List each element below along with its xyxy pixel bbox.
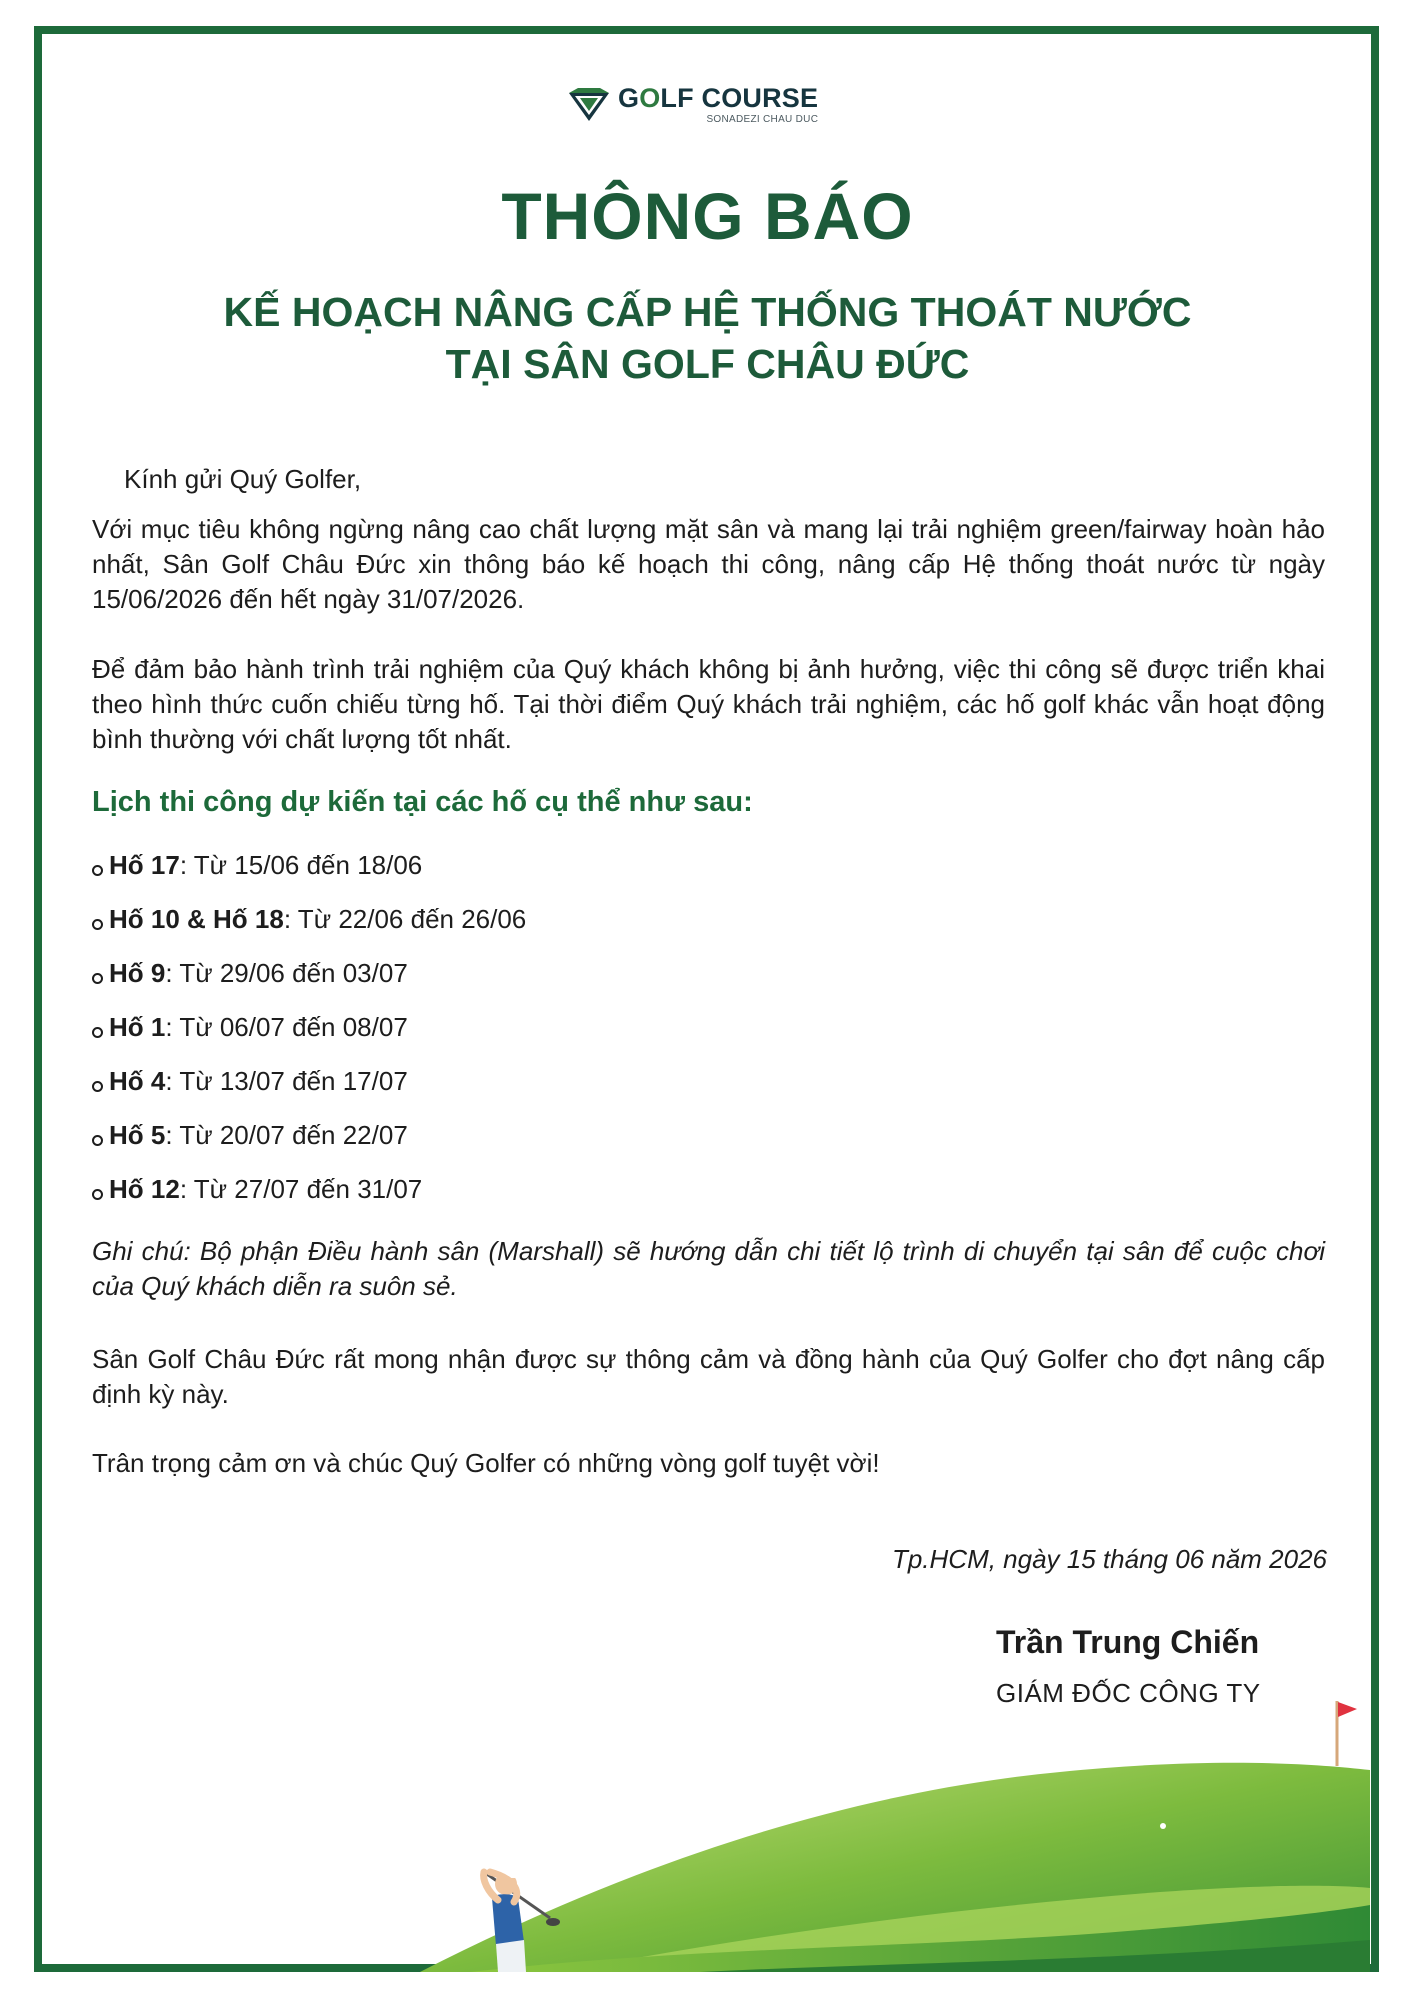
bullet-icon bbox=[92, 973, 103, 984]
signer-title: GIÁM ĐỐC CÔNG TY bbox=[996, 1678, 1261, 1708]
bullet-icon bbox=[92, 919, 103, 930]
golf-landscape-illustration bbox=[0, 1700, 1415, 2000]
paragraph-method: Để đảm bảo hành trình trải nghiệm của Quý khách không bị ảnh hưởng, việc thi công sẽ được triển khai theo hình thức cuốn chiếu từng hố. Tại thời điểm Quý khách trải nghiệm, các hố golf khác vẫn hoạt động bình thường với chất lượng tốt nhất. bbox=[92, 654, 1325, 754]
paragraph-intro: Với mục tiêu không ngừng nâng cao chất lượng mặt sân và mang lại trải nghiệm green/fairway hoàn hảo nhất, Sân Golf Châu Đức xin thông báo kế hoạch thi công, nâng cấp Hệ thống thoát nước từ ngày 15/06/2026 đến hết ngày 31/07/2026. bbox=[92, 514, 1325, 614]
notice-subtitle bbox=[0, 286, 1415, 390]
logo-subtitle: SONADEZI CHAU DUC bbox=[706, 114, 819, 125]
schedule-item: Hố 12 : Từ 27/07 đến 31/07 bbox=[92, 1162, 526, 1216]
schedule-item: Hố 17 : Từ 15/06 đến 18/06 bbox=[92, 838, 526, 892]
bullet-icon bbox=[92, 865, 103, 876]
schedule-item: Hố 1 : Từ 06/07 đến 08/07 bbox=[92, 1000, 526, 1054]
schedule-item: Hố 10 & Hố 18 : Từ 22/06 đến 26/06 bbox=[92, 892, 526, 946]
golf-course-logo bbox=[566, 70, 856, 140]
golf-ball-icon bbox=[1160, 1823, 1166, 1829]
diamond-logo-icon bbox=[566, 85, 612, 125]
bullet-icon bbox=[92, 1135, 103, 1146]
schedule-list bbox=[92, 838, 526, 1216]
notice-title: THÔNG BÁO bbox=[501, 179, 914, 253]
greeting: Kính gửi Quý Golfer, bbox=[124, 464, 362, 494]
subtitle-line-2: TẠI SÂN GOLF CHÂU ĐỨC bbox=[445, 341, 970, 387]
bullet-icon bbox=[92, 1027, 103, 1038]
schedule-item: Hố 4 : Từ 13/07 đến 17/07 bbox=[92, 1054, 526, 1108]
bullet-icon bbox=[92, 1189, 103, 1200]
paragraph-request: Sân Golf Châu Đức rất mong nhận được sự thông cảm và đồng hành của Quý Golfer cho đợt nâng cấp định kỳ này. bbox=[92, 1344, 1325, 1409]
paragraph-thanks: Trân trọng cảm ơn và chúc Quý Golfer có những vòng golf tuyệt vời! bbox=[92, 1448, 880, 1478]
golf-flag-icon bbox=[1337, 1701, 1357, 1766]
date-line: Tp.HCM, ngày 15 tháng 06 năm 2026 bbox=[891, 1544, 1327, 1574]
schedule-item: Hố 9 : Từ 29/06 đến 03/07 bbox=[92, 946, 526, 1000]
logo-wordmark: GOLF COURSE bbox=[618, 83, 819, 113]
schedule-heading: Lịch thi công dự kiến tại các hố cụ thể như sau: bbox=[92, 786, 753, 818]
signer-name: Trần Trung Chiến bbox=[996, 1624, 1260, 1660]
bullet-icon bbox=[92, 1081, 103, 1092]
note: Ghi chú: Bộ phận Điều hành sân (Marshall) sẽ hướng dẫn chi tiết lộ trình di chuyển tại sân để cuộc chơi của Quý khách diễn ra suôn sẻ. bbox=[92, 1236, 1325, 1301]
subtitle-line-1: KẾ HOẠCH NÂNG CẤP HỆ THỐNG THOÁT NƯỚC bbox=[223, 289, 1192, 335]
schedule-item: Hố 5 : Từ 20/07 đến 22/07 bbox=[92, 1108, 526, 1162]
